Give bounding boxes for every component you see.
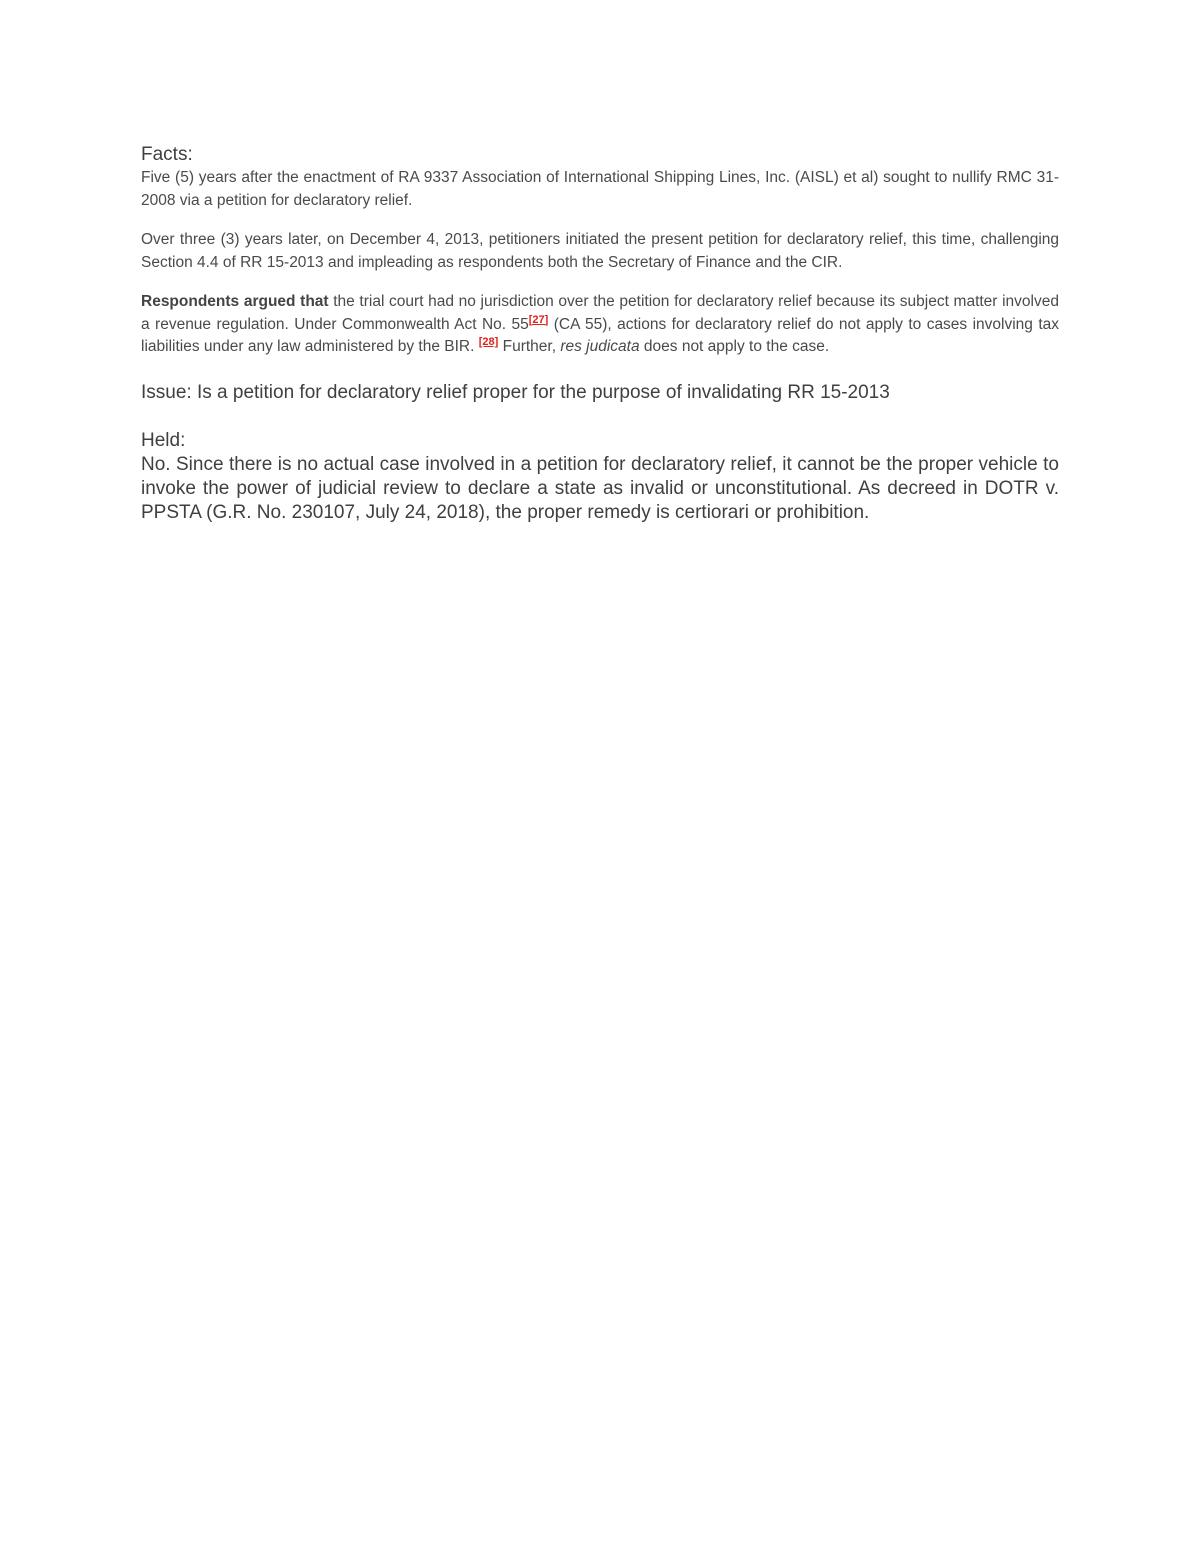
paragraph3-text-a: the trial court had no jurisdiction over the petition for declaratory relief because its subject matter involved a revenue regulation. Under Commonwealth Act No. 55 [141, 293, 1059, 333]
facts-paragraph-2: Over three (3) years later, on December 4, 2013, petitioners initiated the present petition for declaratory relief, this time, challenging Section 4.4 of RR 15-2013 and impleading as respondents both the Secretary of Finance and the CIR. [141, 231, 1059, 271]
footnote-link-28[interactable]: [28] [478, 336, 499, 348]
respondents-argued-lead: Respondents argued that [141, 293, 329, 310]
document-page [141, 141, 1059, 525]
facts-heading: Facts: [141, 144, 193, 165]
res-judicata-italic: res judicata [560, 338, 640, 355]
paragraph3-text-b: (CA 55), actions for declaratory relief do not apply to cases involving tax liabilities under any law administered by the BIR. [141, 315, 1060, 355]
paragraph3-text-d: does not apply to the case. [639, 338, 830, 355]
held-body: No. Since there is no actual case involved in a petition for declaratory relief, it cannot be the proper vehicle to invoke the power of judicial review to declare a state as invalid or unconstitutional. As decreed in DOTR v. PPSTA (G.R. No. 230107, July 24, 2018), the proper remedy is certiorari or prohibition. [141, 453, 1059, 523]
issue-statement: Issue: Is a petition for declaratory relief proper for the purpose of invalidating RR 15-2013 [141, 381, 890, 403]
paragraph3-text-c: Further, [498, 338, 561, 355]
facts-paragraph-1: Five (5) years after the enactment of RA 9337 Association of International Shipping Lines, Inc. (AISL) et al) sought to nullify RMC 31-2008 via a petition for declaratory relief. [141, 169, 1059, 209]
footnote-link-27[interactable]: [27] [528, 313, 549, 326]
facts-paragraph-3 [141, 291, 1059, 359]
held-heading: Held: [141, 429, 186, 451]
